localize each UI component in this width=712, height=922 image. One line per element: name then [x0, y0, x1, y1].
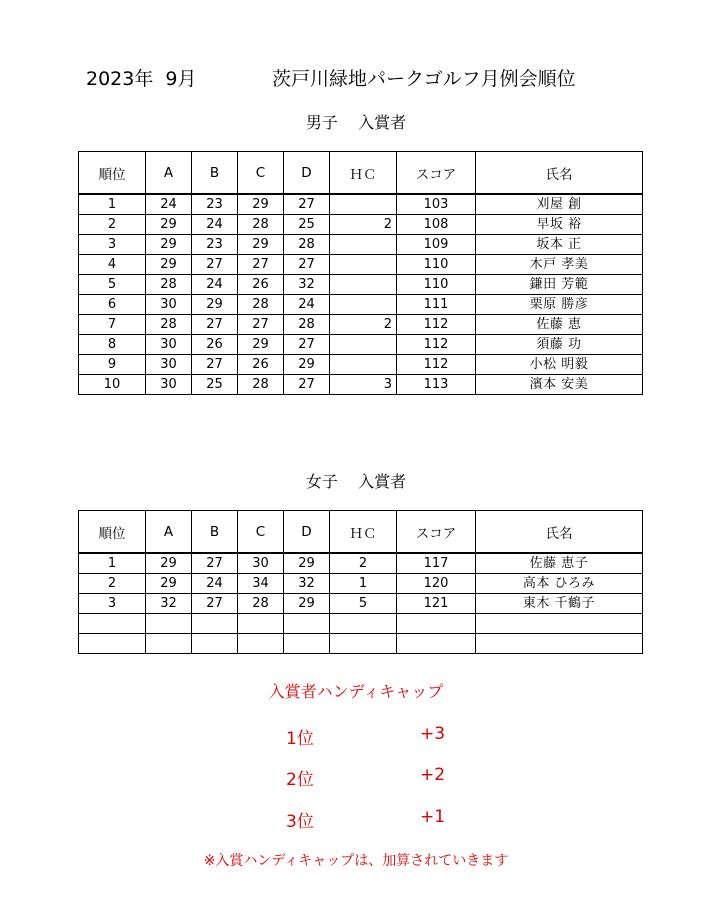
cell-rank: 3 — [79, 594, 146, 614]
column-header-name: 氏名 — [476, 511, 643, 554]
cell-score: 112 — [397, 335, 476, 355]
handicap-place-3: 3位 — [286, 812, 314, 832]
table-row — [79, 634, 643, 654]
cell-c: 26 — [238, 355, 284, 375]
report-date: 2023年 9月 — [86, 68, 197, 90]
column-header-b: B — [192, 152, 238, 195]
cell-a: 29 — [146, 215, 192, 235]
column-header-d: D — [284, 152, 330, 195]
cell-hc — [330, 295, 397, 315]
handicap-value-1: +3 — [420, 724, 446, 744]
cell-rank: 7 — [79, 315, 146, 335]
cell-c: 27 — [238, 255, 284, 275]
cell-hc: 3 — [330, 375, 397, 395]
column-header-c: C — [238, 152, 284, 195]
cell-d: 29 — [284, 594, 330, 614]
cell-d — [284, 634, 330, 654]
cell-name: 坂本 正 — [476, 235, 643, 255]
cell-d: 32 — [284, 574, 330, 594]
column-header-b: B — [192, 511, 238, 554]
handicap-title: 入賞者ハンディキャップ — [268, 682, 444, 701]
cell-rank: 10 — [79, 375, 146, 395]
cell-c: 29 — [238, 194, 284, 215]
cell-rank — [79, 614, 146, 634]
cell-score: 112 — [397, 315, 476, 335]
cell-b: 27 — [192, 553, 238, 574]
cell-name: 木戸 孝美 — [476, 255, 643, 275]
cell-a — [146, 634, 192, 654]
women-header-row — [79, 511, 643, 554]
table-row — [79, 255, 643, 275]
women-section-title: 女子 入賞者 — [305, 472, 407, 491]
cell-c: 28 — [238, 375, 284, 395]
column-header-c: C — [238, 511, 284, 554]
cell-score: 108 — [397, 215, 476, 235]
table-row — [79, 375, 643, 395]
cell-c: 28 — [238, 295, 284, 315]
cell-hc — [330, 235, 397, 255]
cell-rank: 1 — [79, 194, 146, 215]
cell-b: 27 — [192, 594, 238, 614]
cell-name: 須藤 功 — [476, 335, 643, 355]
cell-hc: 2 — [330, 315, 397, 335]
cell-c: 34 — [238, 574, 284, 594]
cell-name: 佐藤 恵 — [476, 315, 643, 335]
cell-name — [476, 614, 643, 634]
handicap-place-2: 2位 — [286, 770, 314, 790]
cell-a: 24 — [146, 194, 192, 215]
table-row — [79, 315, 643, 335]
cell-b: 26 — [192, 335, 238, 355]
cell-c: 28 — [238, 594, 284, 614]
cell-hc — [330, 194, 397, 215]
report-title: 茨戸川緑地パークゴルフ月例会順位 — [272, 68, 576, 90]
cell-score — [397, 634, 476, 654]
handicap-place-1: 1位 — [286, 729, 314, 749]
table-row — [79, 235, 643, 255]
table-row — [79, 574, 643, 594]
cell-name: 濱本 安美 — [476, 375, 643, 395]
cell-rank: 9 — [79, 355, 146, 375]
column-header-rank: 順位 — [79, 511, 146, 554]
cell-hc — [330, 355, 397, 375]
cell-b: 25 — [192, 375, 238, 395]
cell-b: 24 — [192, 574, 238, 594]
cell-a: 28 — [146, 275, 192, 295]
cell-name: 佐藤 恵子 — [476, 553, 643, 574]
table-row — [79, 295, 643, 315]
women-ranking-table — [78, 510, 643, 654]
table-row — [79, 275, 643, 295]
table-row — [79, 335, 643, 355]
column-header-hc: ＨＣ — [330, 511, 397, 554]
cell-b: 24 — [192, 275, 238, 295]
cell-a: 29 — [146, 255, 192, 275]
cell-hc: 1 — [330, 574, 397, 594]
cell-name: 栗原 勝彦 — [476, 295, 643, 315]
cell-score: 117 — [397, 553, 476, 574]
column-header-score: スコア — [397, 152, 476, 195]
cell-b: 27 — [192, 255, 238, 275]
cell-a — [146, 614, 192, 634]
cell-hc — [330, 275, 397, 295]
cell-d: 27 — [284, 255, 330, 275]
cell-b: 29 — [192, 295, 238, 315]
cell-score: 110 — [397, 255, 476, 275]
cell-c: 29 — [238, 335, 284, 355]
table-row — [79, 194, 643, 215]
cell-hc: 5 — [330, 594, 397, 614]
cell-c: 29 — [238, 235, 284, 255]
cell-name: 刈屋 創 — [476, 194, 643, 215]
cell-d: 25 — [284, 215, 330, 235]
column-header-score: スコア — [397, 511, 476, 554]
cell-a: 30 — [146, 375, 192, 395]
cell-name: 高本 ひろみ — [476, 574, 643, 594]
table-row — [79, 553, 643, 574]
cell-name: 東木 千鶴子 — [476, 594, 643, 614]
cell-a: 29 — [146, 553, 192, 574]
cell-a: 29 — [146, 574, 192, 594]
cell-score: 113 — [397, 375, 476, 395]
cell-d: 27 — [284, 375, 330, 395]
cell-score: 112 — [397, 355, 476, 375]
cell-name: 小松 明毅 — [476, 355, 643, 375]
cell-d: 32 — [284, 275, 330, 295]
cell-rank: 2 — [79, 215, 146, 235]
cell-score — [397, 614, 476, 634]
cell-d — [284, 614, 330, 634]
cell-rank: 1 — [79, 553, 146, 574]
cell-d: 29 — [284, 355, 330, 375]
cell-d: 28 — [284, 235, 330, 255]
cell-b — [192, 614, 238, 634]
table-row — [79, 614, 643, 634]
cell-a: 30 — [146, 355, 192, 375]
table-row — [79, 355, 643, 375]
table-row — [79, 594, 643, 614]
column-header-a: A — [146, 511, 192, 554]
cell-hc — [330, 614, 397, 634]
cell-rank — [79, 634, 146, 654]
cell-d: 27 — [284, 335, 330, 355]
cell-rank: 5 — [79, 275, 146, 295]
cell-name: 早坂 裕 — [476, 215, 643, 235]
men-header-row — [79, 152, 643, 195]
cell-d: 28 — [284, 315, 330, 335]
cell-b: 27 — [192, 315, 238, 335]
cell-d: 27 — [284, 194, 330, 215]
cell-b: 23 — [192, 194, 238, 215]
column-header-a: A — [146, 152, 192, 195]
men-section-title: 男子 入賞者 — [305, 113, 407, 132]
cell-b — [192, 634, 238, 654]
cell-hc: 2 — [330, 215, 397, 235]
cell-a: 30 — [146, 335, 192, 355]
cell-name — [476, 634, 643, 654]
cell-c: 27 — [238, 315, 284, 335]
men-ranking-table — [78, 151, 643, 395]
cell-b: 23 — [192, 235, 238, 255]
table-row — [79, 215, 643, 235]
cell-rank: 6 — [79, 295, 146, 315]
cell-a: 32 — [146, 594, 192, 614]
cell-rank: 3 — [79, 235, 146, 255]
cell-score: 121 — [397, 594, 476, 614]
cell-a: 28 — [146, 315, 192, 335]
cell-d: 24 — [284, 295, 330, 315]
cell-score: 109 — [397, 235, 476, 255]
cell-b: 27 — [192, 355, 238, 375]
cell-d: 29 — [284, 553, 330, 574]
handicap-note: ※入賞ハンディキャップは、加算されていきます — [203, 853, 509, 869]
cell-a: 30 — [146, 295, 192, 315]
cell-hc — [330, 255, 397, 275]
cell-score: 111 — [397, 295, 476, 315]
cell-rank: 2 — [79, 574, 146, 594]
cell-b: 24 — [192, 215, 238, 235]
cell-hc — [330, 634, 397, 654]
cell-c — [238, 634, 284, 654]
cell-score: 120 — [397, 574, 476, 594]
column-header-d: D — [284, 511, 330, 554]
cell-score: 103 — [397, 194, 476, 215]
column-header-name: 氏名 — [476, 152, 643, 195]
cell-score: 110 — [397, 275, 476, 295]
handicap-value-2: +2 — [420, 765, 446, 785]
column-header-hc: ＨＣ — [330, 152, 397, 195]
cell-c: 30 — [238, 553, 284, 574]
cell-rank: 4 — [79, 255, 146, 275]
cell-a: 29 — [146, 235, 192, 255]
cell-hc — [330, 335, 397, 355]
cell-hc: 2 — [330, 553, 397, 574]
cell-name: 鎌田 芳範 — [476, 275, 643, 295]
column-header-rank: 順位 — [79, 152, 146, 195]
cell-rank: 8 — [79, 335, 146, 355]
cell-c: 26 — [238, 275, 284, 295]
cell-c: 28 — [238, 215, 284, 235]
handicap-value-3: +1 — [420, 807, 446, 827]
cell-c — [238, 614, 284, 634]
